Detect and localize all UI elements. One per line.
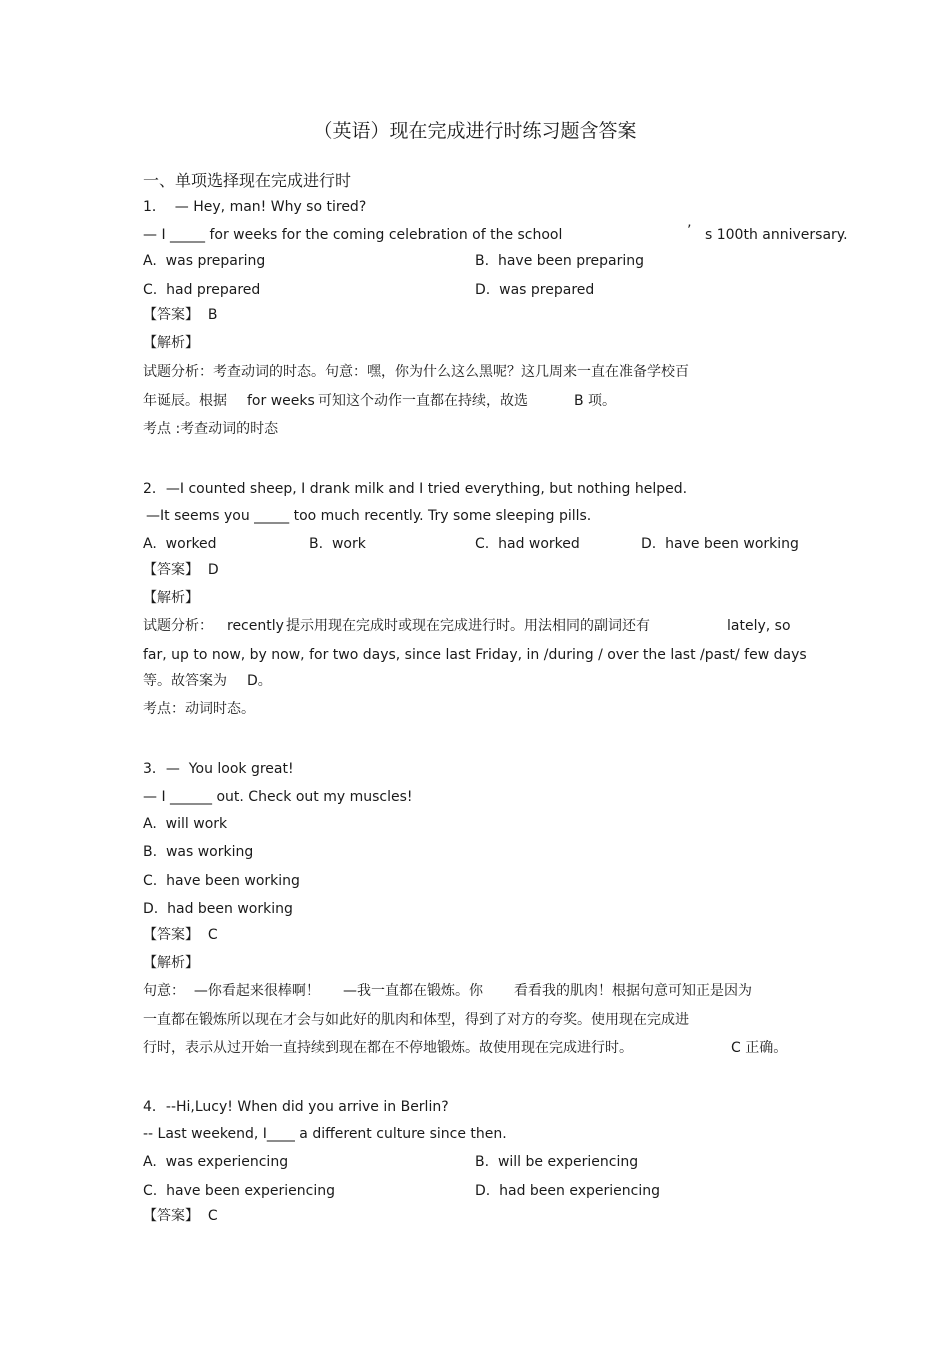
q4-option-d: D. had been experiencing — [475, 1183, 660, 1199]
q3-explanation-1b: —我一直都在锻炼。你 — [343, 983, 483, 999]
q1-explanation-2b: for weeks — [247, 393, 315, 409]
q4-option-c: C. have been experiencing — [143, 1183, 335, 1199]
q2-option-b: B. work — [309, 536, 366, 552]
q3-option-d: D. had been working — [143, 901, 293, 917]
q3-option-c: C. have been working — [143, 873, 300, 889]
q3-explanation-1a: 句意： —你看起来很棒啊！ — [143, 983, 320, 999]
q1-prompt: 1． — Hey, man! Why so tired? — [143, 199, 367, 215]
q1-option-a: A. was preparing — [143, 253, 266, 269]
section-heading: 一、单项选择现在完成进行时 — [143, 171, 352, 190]
q3-response: — I ______ out. Check out my muscles! — [143, 789, 413, 805]
q1-explanation-2a: 年诞辰。根据 — [143, 393, 227, 409]
q2-prompt: 2．—I counted sheep, I drank milk and I tried everything, but nothing helped. — [143, 481, 688, 497]
q2-analysis-label: 【解析】 — [143, 590, 199, 606]
q1-answer: 【答案】 B — [143, 307, 218, 323]
q3-explanation-3b: C 正确。 — [731, 1040, 788, 1056]
q4-response: -- Last weekend, I____ a different culture since then. — [143, 1126, 507, 1142]
q1-option-d: D. was prepared — [475, 282, 595, 298]
q1-analysis-label: 【解析】 — [143, 335, 199, 351]
q2-explanation-2: far, up to now, by now, for two days, since last Friday, in /during / over the last /past/ few days — [143, 647, 807, 663]
q2-option-c: C. had worked — [475, 536, 580, 552]
q2-explanation-1a: 试题分析： — [143, 618, 213, 634]
q2-option-d: D. have been working — [641, 536, 799, 552]
q2-explanation-1c: 提示用现在完成时或现在完成进行时。用法相同的副词还有 — [286, 618, 650, 634]
page-title: （英语）现在完成进行时练习题含答案 — [313, 120, 637, 142]
q1-response-end: s 100th anniversary. — [705, 227, 848, 243]
q2-explanation-1d: lately, so — [727, 618, 791, 634]
q3-option-b: B. was working — [143, 844, 254, 860]
q1-response: — I _____ for weeks for the coming celebration of the school — [143, 227, 563, 243]
q1-option-b: B. have been preparing — [475, 253, 645, 269]
q1-response-apostrophe: ’ — [687, 223, 692, 239]
q4-option-a: A. was experiencing — [143, 1154, 289, 1170]
q3-prompt: 3．— You look great! — [143, 761, 294, 777]
q3-explanation-3a: 行时，表示从过开始一直持续到现在都在不停地锻炼。故使用现在完成进行时。 — [143, 1040, 633, 1056]
q1-explanation-2c: 可知这个动作一直都在持续，故选 — [318, 393, 528, 409]
q4-option-b: B. will be experiencing — [475, 1154, 639, 1170]
q2-explanation-1b: recently — [227, 618, 284, 634]
q2-explanation-3b: D。 — [247, 673, 272, 689]
q3-analysis-label: 【解析】 — [143, 955, 199, 971]
q2-answer: 【答案】 D — [143, 562, 219, 578]
q3-option-a: A. will work — [143, 816, 228, 832]
q3-answer: 【答案】 C — [143, 927, 218, 943]
q1-explanation-1: 试题分析：考查动词的时态。句意：嘿，你为什么这么黑呢？这几周来一直在准备学校百 — [143, 364, 689, 380]
q4-answer: 【答案】 C — [143, 1208, 218, 1224]
q3-explanation-1c: 看看我的肌肉！根据句意可知正是因为 — [514, 983, 752, 999]
q2-topic: 考点：动词时态。 — [143, 701, 255, 717]
q1-topic: 考点 :考查动词的时态 — [143, 421, 279, 437]
q1-explanation-2d: B 项。 — [574, 393, 617, 409]
q1-option-c: C. had prepared — [143, 282, 261, 298]
q4-prompt: 4．--Hi,Lucy! When did you arrive in Berlin? — [143, 1099, 449, 1115]
q2-response: —It seems you _____ too much recently. Try some sleeping pills. — [146, 508, 592, 524]
q3-explanation-2: 一直都在锻炼所以现在才会与如此好的肌肉和体型，得到了对方的夸奖。使用现在完成进 — [143, 1012, 689, 1028]
q2-explanation-3a: 等。故答案为 — [143, 673, 227, 689]
q2-option-a: A. worked — [143, 536, 217, 552]
